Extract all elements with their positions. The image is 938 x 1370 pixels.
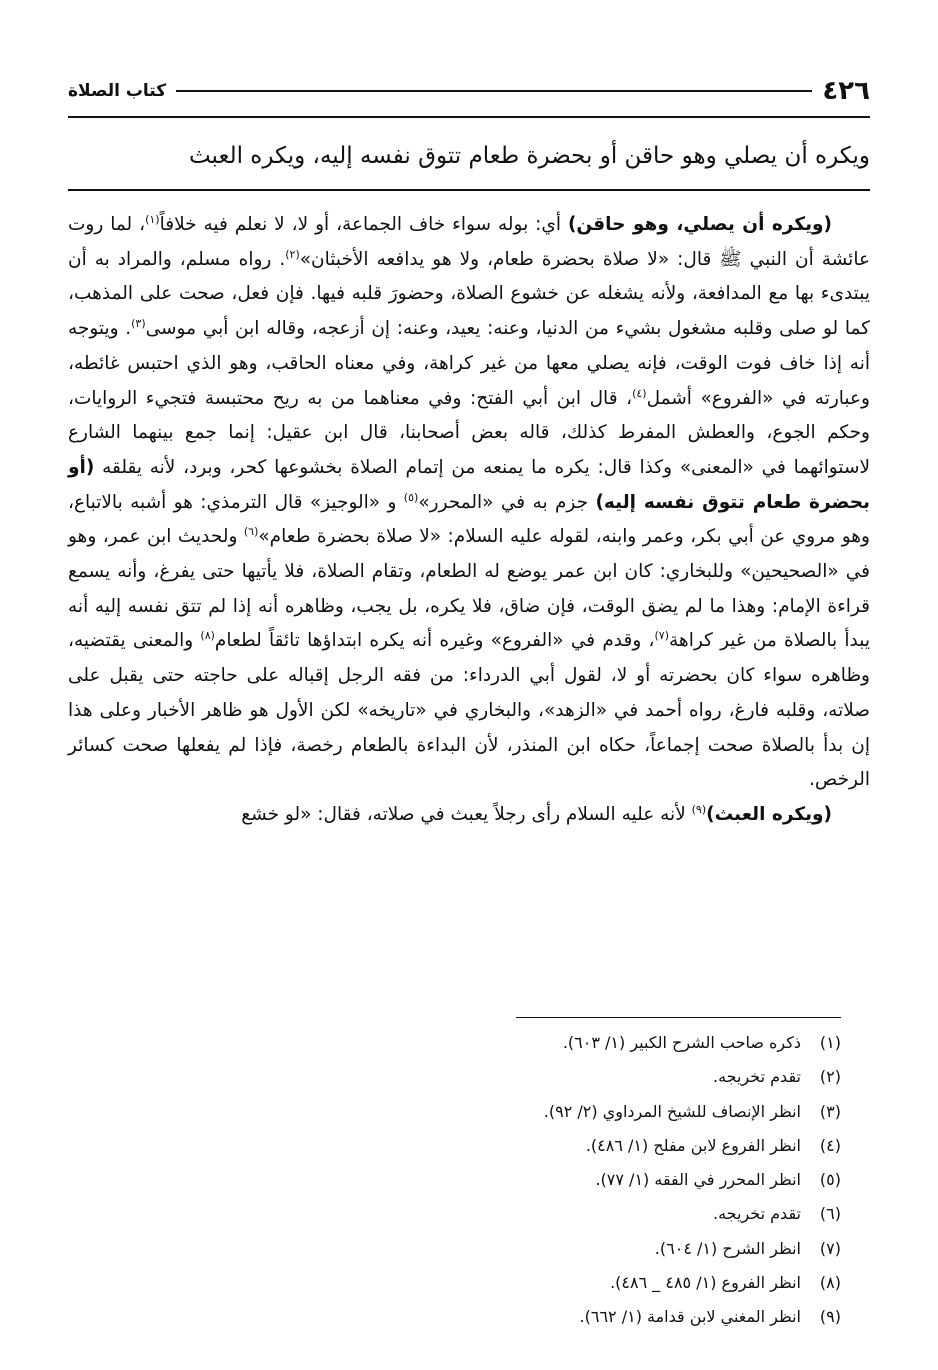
footnote-text: انظر المحرر في الفقه (١/ ٧٧). xyxy=(595,1170,801,1190)
matn-quote: (ويكره أن يصلي، وهو حاقن) xyxy=(567,214,832,235)
footnote-text: انظر الإنصاف للشيخ المرداوي (٢/ ٩٢). xyxy=(543,1101,801,1121)
matn-quote: (ويكره العبث) xyxy=(706,803,832,825)
footnote-number: (١) xyxy=(819,1033,841,1052)
running-title: كتاب الصلاة xyxy=(68,81,167,101)
footnote-item xyxy=(68,1095,841,1129)
footnote-item xyxy=(68,1026,841,1060)
footnote-number: (٦) xyxy=(819,1204,841,1224)
commentary-text: . رواه مسلم، والمراد به أن يبتدىء بها مع المدافعة، ولأنه يشغله عن خشوع الصلاة، وحضورَ قلبه فيها. فإن فعل، صحت على المذهب، كما لو صلى وقلبه مشغول بشيء من الدنيا، وعنه: يعيد، وعنه: إن أزعجه، وقاله ابن أبي موسى xyxy=(68,248,870,340)
matn-quote: (أو بحضرة طعام تتوق نفسه إليه) xyxy=(68,456,870,513)
commentary-text: لأنه عليه السلام رأى رجلاً يعبث في صلاته، فقال: «لو خشع xyxy=(241,803,692,825)
footnote-item xyxy=(68,1300,841,1334)
footnote-ref[interactable]: (٨) xyxy=(200,629,215,643)
footnote-ref[interactable]: (٧) xyxy=(654,629,670,643)
page-header xyxy=(68,74,870,108)
footnote-text: انظر الشرح (١/ ٦٠٤). xyxy=(654,1238,801,1258)
page-number: ٤٢٦ xyxy=(822,76,870,106)
footnote-ref[interactable]: (٣) xyxy=(131,316,146,330)
header-bottom-rule xyxy=(68,116,870,118)
commentary-text: جزم به في «المحرر» xyxy=(418,491,596,513)
matn-divider xyxy=(68,189,870,191)
footnote-item xyxy=(68,1129,841,1163)
commentary-text: ، وقدم في «الفروع» وغيره أنه يكره ابتداؤها تائقاً لطعام xyxy=(214,630,655,652)
footnote-item xyxy=(68,1163,841,1197)
footnote-ref[interactable]: (٤) xyxy=(632,386,647,400)
commentary-text: . ويتوجه أنه إذا خاف فوت الوقت، فإنه يصلي معها من غير كراهة، وفي معناه الحاقب، وهو الذي احتبس غائطه، وعبارته في «الفروع» أشمل xyxy=(68,318,870,409)
footnote-number: (٧) xyxy=(819,1238,841,1258)
matn-text: ويكره أن يصلي وهو حاقن أو بحضرة طعام تتوق نفسه إليه، ويكره العبث xyxy=(188,143,870,169)
footnote-number: (٨) xyxy=(819,1273,841,1293)
footnote-text: انظر الفروع لابن مفلح (١/ ٤٨٦). xyxy=(585,1135,801,1155)
footnote-number: (٢) xyxy=(819,1067,841,1087)
footnote-number: (٥) xyxy=(819,1170,841,1190)
footnote-text: تقدم تخريجه. xyxy=(713,1204,801,1224)
commentary-text: والمعنى يقتضيه، وظاهره سواء كان بحضرته أو لا، لقول أبي الدرداء: من فقه الرجل إقباله على حاجته حتى يقبل على صلاته، وقلبه فارغ، رواه أحمد في «الزهد»، والبخاري في «تاريخه» لكن الأول هو ظاهر الأخبار وعلى هذا إن بدأ بالصلاة صحت إجماعاً، حكاه ابن المنذر، لأن البداءة بالطعام رخصة، فإذا لم يفعلها صحت كسائر الرخص. xyxy=(68,630,870,791)
commentary-paragraph-1 xyxy=(68,208,870,798)
footnote-text: انظر المغني لابن قدامة (١/ ٦٦٢). xyxy=(579,1307,801,1327)
footnote-divider xyxy=(516,1017,841,1018)
footnote-text: انظر الفروع (١/ ٤٨٥ _ ٤٨٦). xyxy=(610,1273,801,1293)
commentary-text: ، لما روت عائشة أن النبي ﷺ قال: «لا صلاة بحضرة طعام، ولا هو يدافعه الأخبثان» xyxy=(68,214,870,270)
footnote-ref[interactable]: (٩) xyxy=(691,802,707,816)
footnote-ref[interactable]: (٦) xyxy=(243,525,259,539)
footnote-text: تقدم تخريجه. xyxy=(713,1067,801,1087)
footnote-text: ذكره صاحب الشرح الكبير (١/ ٦٠٣). xyxy=(562,1033,801,1052)
commentary-paragraph-2 xyxy=(68,798,870,833)
footnote-ref[interactable]: (١) xyxy=(145,212,160,226)
footnote-item xyxy=(68,1197,841,1231)
commentary-text: ولحديث ابن عمر، وهو في «الصحيحين» وللبخاري: كان ابن عمر يوضع له الطعام، وتقام الصلاة، فلا يأتيها حتى يفرغ، وأنه يسمع قراءة الإمام: وهذا ما لم يضق الوقت، فإن ضاق، فلا يكره، بل يجب، وظاهره أنه إذا لم تتق نفسه إليه أنه يبدأ بالصلاة من غير كراهة xyxy=(68,526,870,652)
commentary-text: و «الوجيز» قال الترمذي: هو أشبه بالاتباع، وهو مروي عن أبي بكر، وعمر وابنه، لقوله عليه السلام: «لا صلاة بحضرة طعام» xyxy=(68,491,870,548)
footnote-item xyxy=(68,1060,841,1094)
footnotes-list xyxy=(68,1026,841,1335)
footnote-number: (٤) xyxy=(819,1135,841,1155)
header-divider xyxy=(176,90,812,92)
commentary-text: ، قال ابن أبي الفتح: وفي معناهما من به ريح محتبسة فتجيء الروايات، وحكم الجوع، والعطش المفرط كذلك، قاله بعض أصحابنا، قال ابن عقيل: إنما جمع بينهما الشارع لاستوائهما في «المعنى» وكذا قال: يكره ما يمنعه من إتمام الصلاة بخشوعها كحر، وبرد، لأنه يقلقه xyxy=(68,387,870,478)
footnote-number: (٣) xyxy=(819,1101,841,1121)
commentary-text: أي: بوله سواء خاف الجماعة، أو لا، لا نعلم فيه خلافاً xyxy=(159,214,568,235)
footnote-number: (٩) xyxy=(819,1307,841,1327)
footnote-item xyxy=(68,1266,841,1300)
footnote-ref[interactable]: (٢) xyxy=(285,247,300,261)
commentary-body xyxy=(68,208,870,833)
footnote-item xyxy=(68,1232,841,1266)
footnote-ref[interactable]: (٥) xyxy=(403,490,419,504)
